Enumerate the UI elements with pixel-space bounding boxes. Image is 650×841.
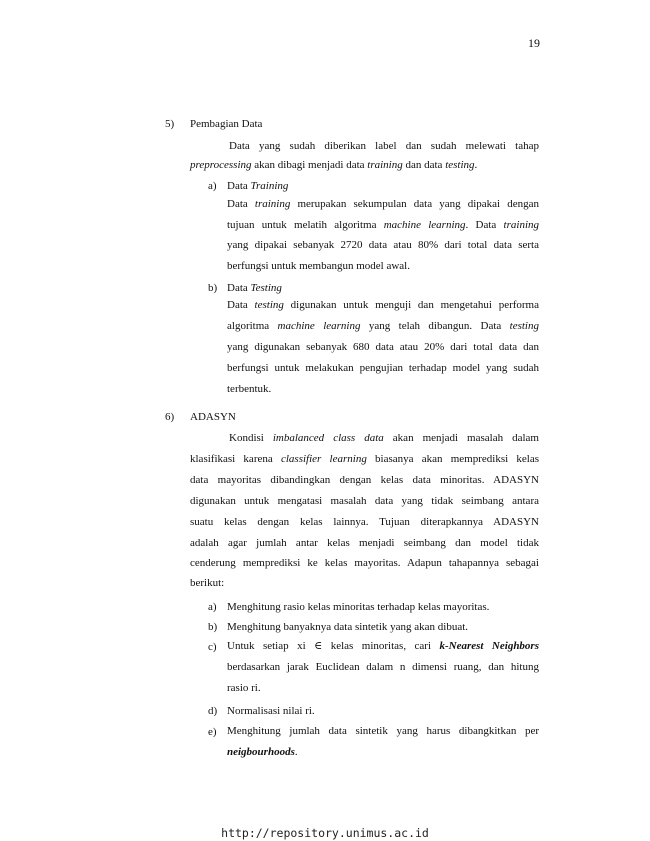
paragraph-line: Data testing digunakan untuk menguji dan mengetahui performa [227,299,540,311]
list-item-number: e) [208,726,217,738]
paragraph-line: yang digunakan sebanyak 680 data atau 20% dari total data dan [227,341,539,353]
paragraph-line: suatu kelas dengan kelas lainnya. Tujuan diterapkannya ADASYN [190,516,539,528]
list-item-number: c) [208,641,217,653]
paragraph-line: klasifikasi karena classifier learning biasanya akan memprediksi kelas [190,453,540,465]
paragraph-line: cenderung memprediksi ke kelas mayoritas. Adapun tahapannya sebagai [190,557,539,569]
list-item-line: Untuk setiap xi ∈ kelas minoritas, cari k-Nearest Neighbors [227,640,539,652]
paragraph-line: data mayoritas dibandingkan dengan kelas data minoritas. ADASYN [190,474,539,486]
paragraph-line: tujuan untuk melatih algoritma machine learning. Data training [227,219,539,231]
paragraph-line: Kondisi imbalanced class data akan menjadi masalah dalam [229,432,539,444]
section-number: 6) [165,411,175,423]
list-item: Menghitung banyaknya data sintetik yang akan dibuat. [227,621,469,633]
paragraph-line: digunakan untuk mengatasi masalah data yang tidak seimbang antara [190,495,539,507]
paragraph-line: yang dipakai sebanyak 2720 data atau 80% dari total data serta [227,239,539,251]
paragraph-line: adalah agar jumlah antar kelas menjadi seimbang dan model tidak [190,537,539,549]
paragraph-line: berfungsi untuk membangun model awal. [227,260,410,272]
paragraph-line: berfungsi untuk melakukan pengujian terhadap model yang sudah [227,362,539,374]
paragraph-line: algoritma machine learning yang telah dibangun. Data testing [227,320,539,332]
list-item-number: b) [208,621,218,633]
paragraph-line: Data training merupakan sekumpulan data yang dipakai dengan [227,198,540,210]
list-item-line: berdasarkan jarak Euclidean dalam n dimensi ruang, dan hitung [227,661,539,673]
section-heading: Pembagian Data [190,118,263,130]
subheading-data-training: Data Training [227,180,289,192]
list-item-line: rasio ri. [227,682,261,694]
section-heading: ADASYN [190,411,236,423]
list-item-line: neigbourhoods. [227,746,298,758]
paragraph-line: berikut: [190,577,225,589]
list-item-number: d) [208,705,218,717]
list-item: Menghitung rasio kelas minoritas terhadap kelas mayoritas. [227,601,490,613]
list-item-number: a) [208,601,217,613]
list-item-number: b) [208,282,218,294]
section-number: 5) [165,118,175,130]
list-item-number: a) [208,180,217,192]
subheading-data-testing: Data Testing [227,282,282,294]
paragraph-line: Data yang sudah diberikan label dan sudah melewati tahap [229,140,539,152]
page-number: 19 [528,36,540,50]
paragraph-line: preprocessing akan dibagi menjadi data training dan data testing. [190,159,478,171]
footer-repository-url[interactable]: http://repository.unimus.ac.id [221,826,429,840]
paragraph-line: terbentuk. [227,383,272,395]
list-item-line: Menghitung jumlah data sintetik yang harus dibangkitkan per [227,725,539,737]
list-item: Normalisasi nilai ri. [227,705,315,717]
list-item [227,0,539,841]
